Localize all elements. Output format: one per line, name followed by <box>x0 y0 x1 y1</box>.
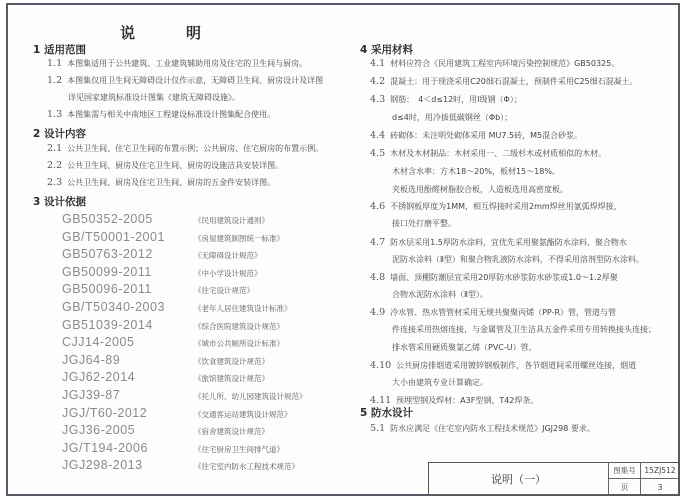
list-item: 2.2 公共卫生间、厨房及住宅卫生间、厨房的设施洁具安装详图。 <box>47 160 284 171</box>
standard-code: GB50352-2005 <box>62 212 153 226</box>
page-title: 说 明 <box>120 24 220 42</box>
standard-name: 《饮食建筑设计规范》 <box>194 356 269 366</box>
standard-name: 《老年人居住建筑设计标准》 <box>194 304 292 313</box>
list-item: 夹板选用酚醛树脂胶合板，人造板选用高密度板。 <box>392 185 568 194</box>
standard-code: JGJ39-87 <box>62 388 121 402</box>
standard-code: JGJ62-2014 <box>62 370 136 385</box>
list-item: 接口处打磨平整。 <box>392 219 456 228</box>
drawing-title: 说明（一） <box>429 463 609 495</box>
list-item: 大小由建筑专业计算确定。 <box>392 378 488 387</box>
section-heading: 4 采用材料 <box>360 44 413 56</box>
list-item: 4.7 防水层采用1.5厚防水涂料，宜优先采用聚氨酯防水涂料、聚合物水 <box>370 237 627 248</box>
list-item: 4.3 钢筋： 4＜d≤12时，用Ⅰ级钢（Φ）； <box>370 94 522 105</box>
standard-code: JGJ/T60-2012 <box>62 405 148 420</box>
list-item: 2.1 公共卫生间、住宅卫生间的布置示例；公共厨房、住宅厨房的布置示例。 <box>47 143 324 154</box>
standard-name: 《宿舍建筑设计规范》 <box>194 427 269 437</box>
list-item: 排水管采用硬质聚氯乙烯（PVC-U）管。 <box>392 343 537 352</box>
section-heading: 1 适用范围 <box>33 44 86 56</box>
standard-code: GB50763-2012 <box>62 247 153 262</box>
list-item: 件连接采用热熔连接，与金属管及卫生洁具五金件采用专用转换接头连接； <box>392 325 656 334</box>
list-item: 1.3 本图集需与相关中南地区工程建设标准设计图集配合使用。 <box>47 109 276 120</box>
list-item: 1.2 本图集仅用卫生间无障碍设计仅作示意，无障碍卫生间、厨房设计及详图 <box>47 75 324 86</box>
standard-name: 《无障碍设计规范》 <box>194 251 262 261</box>
standard-name: 《民用建筑设计通则》 <box>194 216 269 225</box>
standard-code: CJJ14-2005 <box>62 335 135 350</box>
list-item: 4.6 不锈钢板厚度为1MM，相互焊接时采用2mm焊丝用氩弧焊焊接， <box>370 201 622 212</box>
list-item: 4.2 混凝土：用于现浇采用C20细石混凝土，预制件采用C25细石混凝土。 <box>370 76 638 87</box>
standard-name: 《住宅室内防水工程技术规范》 <box>194 462 299 472</box>
standard-name: 《托儿所、幼儿园建筑设计规范》 <box>194 392 307 401</box>
list-item: 4.1 材料应符合《民用建筑工程室内环境污染控制规范》GB50325。 <box>370 58 620 69</box>
standard-name: 《旅馆建筑设计规范》 <box>194 374 269 384</box>
atlas-number-label: 图集号 <box>609 463 641 479</box>
standard-code: GB51039-2014 <box>62 317 153 332</box>
list-item: 木材含水率：方木18～20%，板材15～18%。 <box>392 167 560 176</box>
page-label: 页 <box>609 479 641 495</box>
standard-code: JG/T194-2006 <box>62 440 148 455</box>
standard-name: 《住宅厨房卫生间排气道》 <box>194 444 284 454</box>
list-item: 4.11 预埋型钢及焊材：A3F型钢、T42焊条。 <box>370 395 539 406</box>
list-item: 合物水泥防水涂料（Ⅱ型）。 <box>392 290 488 299</box>
standard-code: JGJ64-89 <box>62 352 121 367</box>
list-item: 2.3 公共卫生间、厨房及住宅卫生间、厨房的五金件安装详图。 <box>47 177 276 188</box>
list-item: 5.1 防水应满足《住宅室内防水工程技术规范》JGJ298 要求。 <box>370 423 595 434</box>
list-item: 4.8 墙面、顶棚防潮层宜采用20厚防水砂浆防水砂浆或1.0～1.2厚聚 <box>370 272 618 283</box>
standard-code: JGJ298-2013 <box>62 458 143 473</box>
standard-code: JGJ36-2005 <box>62 423 136 438</box>
list-item: 4.5 木材及木材制品：木材采用一、二级杉木或材质相似的木材。 <box>370 148 607 159</box>
standard-code: GB/T50001-2001 <box>62 229 165 244</box>
standard-name: 《城市公共厕所设计标准》 <box>194 339 284 349</box>
list-item: 4.4 砖砌体：未注明处砌体采用 MU7.5砖，M5混合砂浆。 <box>370 130 583 141</box>
atlas-number-value: 15ZJ512 <box>641 463 679 479</box>
title-block <box>428 462 680 496</box>
list-item: 4.9 冷水管、热水管管材采用无规共聚聚丙烯（PP-R）管，管道与管 <box>370 307 617 318</box>
standard-name: 《交通客运站建筑设计规范》 <box>194 409 292 419</box>
standard-name: 《房屋建筑制图统一标准》 <box>194 233 284 243</box>
section-heading: 3 设计依据 <box>33 196 86 208</box>
list-item: d≤4时，用冷拔低碳钢丝（Φb）； <box>392 113 513 122</box>
standard-code: GB50096-2011 <box>62 282 152 297</box>
list-item: 泥防水涂料（Ⅱ型）和聚合物乳液防水涂料，不得采用溶剂型防水涂料。 <box>392 255 644 264</box>
standard-name: 《住宅设计规范》 <box>194 286 254 296</box>
section-heading: 5 防水设计 <box>360 407 413 419</box>
standard-code: GB50099-2011 <box>62 264 152 279</box>
section-heading: 2 设计内容 <box>33 128 86 140</box>
list-item: 1.1 本图集适用于公共建筑、工业建筑辅助用房及住宅的卫生间与厨房。 <box>47 58 308 69</box>
page-number: 3 <box>657 482 663 492</box>
list-item: 4.10 公共厨房排烟道采用镀锌钢板制作，各节烟道间采用螺丝连接，烟道 <box>370 360 637 371</box>
list-item: 详见国家建筑标准设计图集《建筑无障碍设施》。 <box>68 93 240 102</box>
standard-name: 《综合医院建筑设计规范》 <box>194 321 284 331</box>
standard-code: GB/T50340-2003 <box>62 300 165 314</box>
standard-name: 《中小学设计规范》 <box>194 268 262 278</box>
